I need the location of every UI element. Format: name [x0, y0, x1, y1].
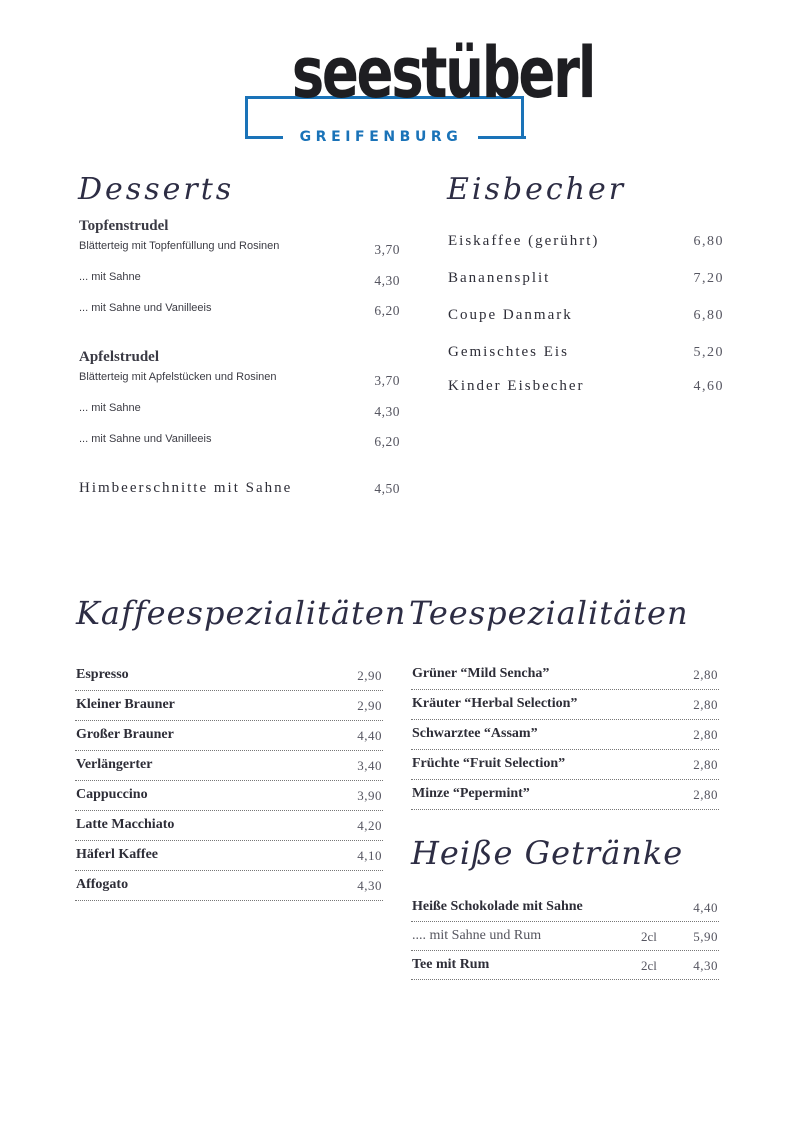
kaffee-row [75, 781, 383, 811]
kaffee-row [75, 721, 383, 751]
kaffee-heading: Kaffeespezialitäten [76, 594, 407, 632]
logo-subtitle: GREIFENBURG [299, 129, 463, 145]
eisbecher-item-price: 6,80 [693, 234, 724, 249]
dessert-group-title: Apfelstrudel [79, 349, 159, 365]
tee-row [411, 720, 719, 750]
dessert-extra-price: 4,50 [374, 481, 400, 496]
dessert-item-price: 4,30 [374, 404, 400, 419]
desserts-heading: Desserts [78, 172, 235, 207]
kaffee-item-price: 2,90 [357, 668, 382, 683]
eisbecher-item-label: Kinder Eisbecher [448, 378, 585, 394]
dessert-extra-label: Himbeerschnitte mit Sahne [79, 480, 293, 496]
heisse-item-label: Tee mit Rum [412, 957, 490, 972]
kaffee-item-price: 4,10 [357, 848, 382, 863]
eisbecher-item-label: Coupe Danmark [448, 307, 573, 323]
heisse-row [411, 893, 719, 922]
tee-item-price: 2,80 [693, 757, 718, 772]
dessert-item-price: 4,30 [374, 273, 400, 288]
kaffee-item-price: 3,40 [357, 758, 382, 773]
tee-item-label: Minze “Pepermint” [412, 786, 530, 801]
kaffee-item-price: 4,20 [357, 818, 382, 833]
tee-heading: Teespezialitäten [409, 594, 689, 632]
kaffee-item-price: 2,90 [357, 698, 382, 713]
eisbecher-item-price: 7,20 [693, 271, 724, 286]
kaffee-row [75, 661, 383, 691]
kaffee-item-label: Verlängerter [76, 757, 153, 772]
kaffee-item-label: Cappuccino [76, 787, 148, 802]
tee-row [411, 780, 719, 810]
kaffee-item-price: 4,30 [357, 878, 382, 893]
dessert-group-title: Topfenstrudel [79, 218, 169, 234]
kaffee-item-price: 3,90 [357, 788, 382, 803]
tee-row [411, 750, 719, 780]
dessert-item-label: ... mit Sahne [79, 271, 141, 283]
dessert-item-price: 6,20 [374, 434, 400, 449]
heisse-heading: Heiße Getränke [411, 834, 684, 872]
tee-item-label: Kräuter “Herbal Selection” [412, 696, 578, 711]
kaffee-row [75, 871, 383, 901]
kaffee-row [75, 691, 383, 721]
tee-item-price: 2,80 [693, 667, 718, 682]
kaffee-row [75, 811, 383, 841]
tee-item-price: 2,80 [693, 697, 718, 712]
eisbecher-heading: Eisbecher [447, 172, 627, 207]
heisse-item-label: Heiße Schokolade mit Sahne [412, 899, 583, 914]
kaffee-item-price: 4,40 [357, 728, 382, 743]
kaffee-item-label: Latte Macchiato [76, 817, 175, 832]
dessert-item-price: 3,70 [374, 373, 400, 388]
eisbecher-item-label: Bananensplit [448, 270, 551, 286]
kaffee-row [75, 841, 383, 871]
tee-row [411, 660, 719, 690]
eisbecher-item-label: Gemischtes Eis [448, 344, 569, 360]
eisbecher-item-price: 4,60 [693, 379, 724, 394]
heisse-item-price: 4,30 [693, 958, 718, 973]
dessert-item-price: 6,20 [374, 303, 400, 318]
logo-rule-right [478, 136, 526, 139]
tee-row [411, 690, 719, 720]
dessert-item-label: ... mit Sahne [79, 402, 141, 414]
heisse-item-label: .... mit Sahne und Rum [412, 928, 542, 943]
tee-item-label: Früchte “Fruit Selection” [412, 756, 566, 771]
heisse-item-unit: 2cl [641, 958, 657, 973]
tee-item-price: 2,80 [693, 727, 718, 742]
kaffee-item-label: Kleiner Brauner [76, 697, 175, 712]
kaffee-item-label: Espresso [76, 667, 129, 682]
dessert-item-price: 3,70 [374, 242, 400, 257]
eisbecher-item-price: 6,80 [693, 308, 724, 323]
eisbecher-item-price: 5,20 [693, 345, 724, 360]
tee-item-price: 2,80 [693, 787, 718, 802]
logo-wordmark: seestüberl [291, 32, 595, 114]
heisse-item-price: 4,40 [693, 900, 718, 915]
tee-item-label: Grüner “Mild Sencha” [412, 666, 550, 681]
heisse-row [411, 951, 719, 980]
tee-item-label: Schwarztee “Assam” [412, 726, 538, 741]
kaffee-item-label: Häferl Kaffee [76, 847, 159, 862]
heisse-item-unit: 2cl [641, 929, 657, 944]
heisse-item-price: 5,90 [693, 929, 718, 944]
logo-rule-left [245, 136, 283, 139]
dessert-item-label: Blätterteig mit Topfenfüllung und Rosinen [79, 240, 280, 252]
kaffee-row [75, 751, 383, 781]
dessert-item-label: ... mit Sahne und Vanilleeis [79, 302, 212, 314]
dessert-item-label: ... mit Sahne und Vanilleeis [79, 433, 212, 445]
kaffee-item-label: Affogato [76, 877, 129, 892]
eisbecher-item-label: Eiskaffee (gerührt) [448, 233, 600, 249]
dessert-item-label: Blätterteig mit Apfelstücken und Rosinen [79, 371, 277, 383]
heisse-row [411, 922, 719, 951]
kaffee-item-label: Großer Brauner [76, 727, 174, 742]
